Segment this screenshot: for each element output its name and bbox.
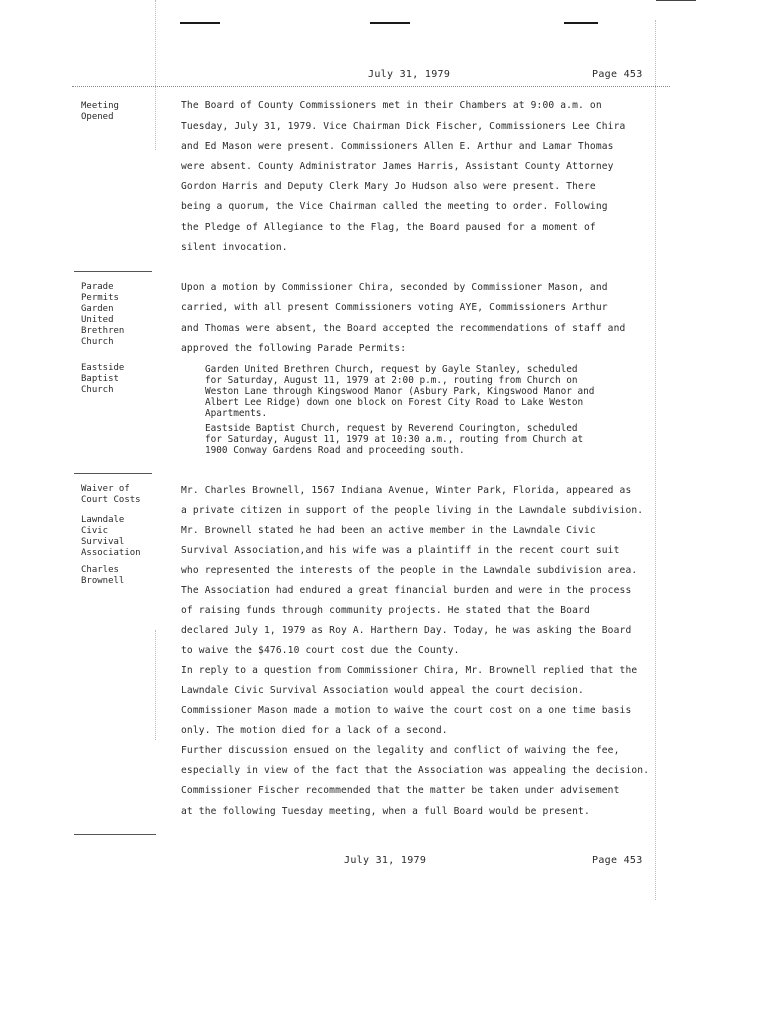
body-line: Survival Association,and his wife was a plaintiff in the recent court suit bbox=[181, 545, 620, 556]
top-registration-mark bbox=[564, 22, 598, 24]
body-line: Gordon Harris and Deputy Clerk Mary Jo Hudson also were present. There bbox=[181, 181, 596, 192]
parade-permit-eastside: Eastside Baptist Church, request by Reverend Courington, scheduled for Saturday, August 11, 1979 at 10:30 a.m., routing from Church at 1900 Conway Gardens Road and proceeding south. bbox=[205, 423, 584, 456]
margin-note-meeting-opened: Meeting Opened bbox=[81, 101, 119, 122]
body-line: the Pledge of Allegiance to the Flag, the Board paused for a moment of bbox=[181, 222, 596, 233]
body-line: Commissioner Mason made a motion to waive the court cost on a one time basis bbox=[181, 705, 632, 716]
body-line: of raising funds through community projects. He stated that the Board bbox=[181, 605, 590, 616]
page-edge-marks bbox=[655, 20, 656, 900]
left-edge-marks bbox=[155, 0, 156, 150]
body-line: carried, with all present Commissioners voting AYE, Commissioners Arthur bbox=[181, 302, 608, 313]
top-registration-mark bbox=[370, 22, 410, 24]
body-line: Mr. Brownell stated he had been an active member in the Lawndale Civic bbox=[181, 525, 596, 536]
left-edge-marks bbox=[155, 630, 156, 740]
footer-page: Page 453 bbox=[592, 855, 643, 866]
footer-date: July 31, 1979 bbox=[344, 855, 427, 866]
body-line: and Ed Mason were present. Commissioners Allen E. Arthur and Lamar Thomas bbox=[181, 141, 614, 152]
body-line: The Association had endured a great financial burden and were in the process bbox=[181, 585, 632, 596]
top-registration-mark bbox=[180, 22, 220, 24]
body-line: who represented the interests of the people in the Lawndale subdivision area. bbox=[181, 565, 638, 576]
corner-mark bbox=[656, 0, 696, 1]
body-line: Lawndale Civic Survival Association would appeal the court decision. bbox=[181, 685, 584, 696]
body-line: In reply to a question from Commissioner Chira, Mr. Brownell replied that the bbox=[181, 665, 638, 676]
body-line: and Thomas were absent, the Board accepted the recommendations of staff and bbox=[181, 323, 626, 334]
body-line: to waive the $476.10 court cost due the County. bbox=[181, 645, 460, 656]
body-line: approved the following Parade Permits: bbox=[181, 343, 407, 354]
body-line: declared July 1, 1979 as Roy A. Harthern Day. Today, he was asking the Board bbox=[181, 625, 632, 636]
body-line: Further discussion ensued on the legality and conflict of waiving the fee, bbox=[181, 745, 620, 756]
body-line: Mr. Charles Brownell, 1567 Indiana Avenue, Winter Park, Florida, appeared as bbox=[181, 485, 632, 496]
body-line: being a quorum, the Vice Chairman called the meeting to order. Following bbox=[181, 201, 608, 212]
body-line: only. The motion died for a lack of a second. bbox=[181, 725, 448, 736]
parade-permit-garden: Garden United Brethren Church, request by Gayle Stanley, scheduled for Saturday, August 11, 1979 at 2:00 p.m., routing from Church on Weston Lane through Kingswood Manor (Asbury Park, Kingswood Manor and Albert Lee Ridge) down one block on Forest City Road to Lake Weston Apartments. bbox=[205, 364, 595, 419]
body-line: Commissioner Fischer recommended that the matter be taken under advisement bbox=[181, 785, 620, 796]
body-line: Tuesday, July 31, 1979. Vice Chairman Dick Fischer, Commissioners Lee Chira bbox=[181, 121, 626, 132]
header-rule bbox=[72, 86, 670, 87]
body-line: silent invocation. bbox=[181, 242, 288, 253]
section-divider bbox=[74, 473, 152, 474]
margin-note-waiver: Waiver of Court Costs bbox=[81, 484, 141, 505]
section-divider bbox=[74, 271, 152, 272]
margin-note-charles: Charles Brownell bbox=[81, 565, 125, 586]
body-line: at the following Tuesday meeting, when a full Board would be present. bbox=[181, 806, 590, 817]
body-line: especially in view of the fact that the Association was appealing the decision. bbox=[181, 765, 650, 776]
footer-divider bbox=[74, 834, 156, 835]
margin-note-lawndale: Lawndale Civic Survival Association bbox=[81, 515, 141, 558]
body-line: Upon a motion by Commissioner Chira, seconded by Commissioner Mason, and bbox=[181, 282, 608, 293]
margin-note-eastside: Eastside Baptist Church bbox=[81, 363, 125, 395]
body-line: The Board of County Commissioners met in their Chambers at 9:00 a.m. on bbox=[181, 100, 602, 111]
margin-note-parade-permits: Parade Permits Garden United Brethren Church bbox=[81, 282, 125, 347]
body-line: a private citizen in support of the people living in the Lawndale subdivision. bbox=[181, 505, 644, 516]
body-line: were absent. County Administrator James Harris, Assistant County Attorney bbox=[181, 161, 614, 172]
header-date: July 31, 1979 bbox=[368, 69, 451, 80]
header-page: Page 453 bbox=[592, 69, 643, 80]
